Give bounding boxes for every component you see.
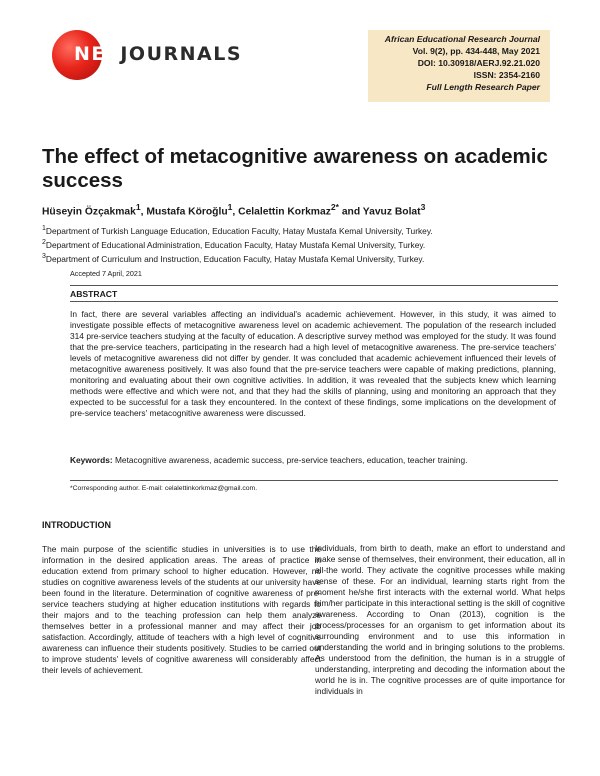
netjournals-logo bbox=[52, 30, 243, 80]
logo-wordmark bbox=[74, 43, 242, 65]
abstract-top-rule bbox=[70, 285, 558, 286]
abstract-heading: ABSTRACT bbox=[70, 289, 118, 299]
intro-left-column: The main purpose of the scientific studies in universities is to use the information in the desired application areas. The areas of practice in education extend from primary school to higher education. However, no studies on cognitive awareness levels of the students at our university have been found in the literature. Determination of cognitive awareness of pre-service teachers studying at higher education institutions with regards to their majors and to the teaching profession can help them analyze themselves better in a professional manner and may affect their job satisfaction. Accordingly, attitude of teachers with a high level of cognitive awareness can influence their students positively. Studies to be carried out to improve students' levels of cognitive awareness will considerably affect their levels of achievement. bbox=[42, 544, 321, 675]
author-name: Mustafa Köroğlu bbox=[146, 206, 228, 218]
affiliation-item bbox=[42, 251, 433, 265]
keywords bbox=[70, 455, 556, 466]
author-sup: 1 bbox=[227, 202, 233, 212]
keywords-rule bbox=[70, 480, 558, 481]
correspondence-note: *Corresponding author. E-mail: celalettinkorkmaz@gmail.com. bbox=[70, 485, 258, 492]
abstract-heading-rule bbox=[70, 301, 558, 302]
journal-paper-type: Full Length Research Paper bbox=[426, 82, 540, 92]
introduction-heading: INTRODUCTION bbox=[42, 520, 111, 530]
accepted-date: Accepted 7 April, 2021 bbox=[70, 269, 142, 278]
journal-volume: Vol. 9(2), pp. 434-448, May 2021 bbox=[412, 46, 540, 56]
journal-info-box bbox=[368, 30, 550, 102]
author-name: Celalettin Korkmaz bbox=[238, 206, 331, 218]
author-sup: 1 bbox=[135, 202, 141, 212]
author-list bbox=[42, 202, 425, 217]
author-name: Hüseyin Özçakmak bbox=[42, 206, 136, 218]
author-separator: , bbox=[140, 206, 147, 218]
journal-name: African Educational Research Journal bbox=[384, 34, 540, 44]
journal-issn: ISSN: 2354-2160 bbox=[473, 70, 540, 80]
affiliation-sup: 3 bbox=[42, 252, 46, 260]
journal-doi: DOI: 10.30918/AERJ.92.21.020 bbox=[417, 58, 540, 68]
affiliation-text: Department of Turkish Language Education, Education Faculty, Hatay Mustafa Kemal University, Turkey. bbox=[45, 225, 433, 236]
author-separator: and bbox=[338, 206, 363, 218]
affiliation-item bbox=[42, 223, 433, 237]
affiliation-text: Department of Educational Administration, Education Faculty, Hatay Mustafa Kemal University, Turkey. bbox=[45, 239, 426, 250]
affiliation-item bbox=[42, 237, 433, 251]
keywords-text: Metacognitive awareness, academic success, pre-service teachers, education, teacher training. bbox=[114, 455, 468, 465]
author-sup: 2* bbox=[330, 202, 339, 212]
author-name: Yavuz Bolat bbox=[362, 206, 421, 218]
author-sup: 3 bbox=[420, 202, 426, 212]
affiliation-sup: 2 bbox=[42, 238, 46, 246]
paper-title: The effect of metacognitive awareness on academic success bbox=[42, 145, 548, 192]
affiliation-text: Department of Curriculum and Instruction, Education Faculty, Hatay Mustafa Kemal University, Turkey. bbox=[45, 253, 425, 264]
keywords-label: Keywords: bbox=[70, 455, 113, 465]
affiliation-list bbox=[42, 223, 433, 264]
author-separator: , bbox=[232, 206, 239, 218]
intro-right-column: Individuals, from birth to death, make an effort to understand and make sense of themselves, their environment, their education, all in all-the world. They activate the cognitive processes while making sense of these. For an individual, learning starts right from the moment he/she first interacts with the external world. What helps him/her participate in this interactional setting is the skill of cognitive awareness. According to Onan (2013), cognition is the process/processes for an organism to get information about its surrounding environment and to use this information in understanding the world and in bringing solutions to the problems. As understood from the definition, the human is in a struggle of understanding, interpreting and decoding the information about the world he is in. The cognitive processes are of quite importance for individuals in bbox=[315, 543, 565, 696]
affiliation-sup: 1 bbox=[42, 225, 46, 232]
logo-part2: JOURNALS bbox=[120, 43, 243, 65]
abstract-text: In fact, there are several variables affecting an individual's academic achievement. However, in this study, it was aimed to investigate possible effects of metacognitive awareness level on academic achievement. The population of the research included 314 pre-service teachers studying at the faculty of education. A descriptive survey method was employed for the study. It was found that the pre-service teachers, participating in the research had a high level of metacognitive awareness. The pre-service teachers' levels of metacognitive awareness did not differ by gender. It was concluded that academic achievement influenced their levels of metacognitive awareness positively. It was also found that the pre-service teachers were capable of making predictions, planning, monitoring and evaluating about their own cognitive activities. In addition, it was revealed that the subjects knew which learning methods were effective and which were not, and that they had the skills of planning, using and monitoring an approach that they expected to be successful for a task they encountered. In the context of these findings, some implications on the development of pre-service teachers' metacognitive awareness were discussed. bbox=[70, 309, 556, 418]
logo-part1: NET bbox=[74, 43, 121, 65]
